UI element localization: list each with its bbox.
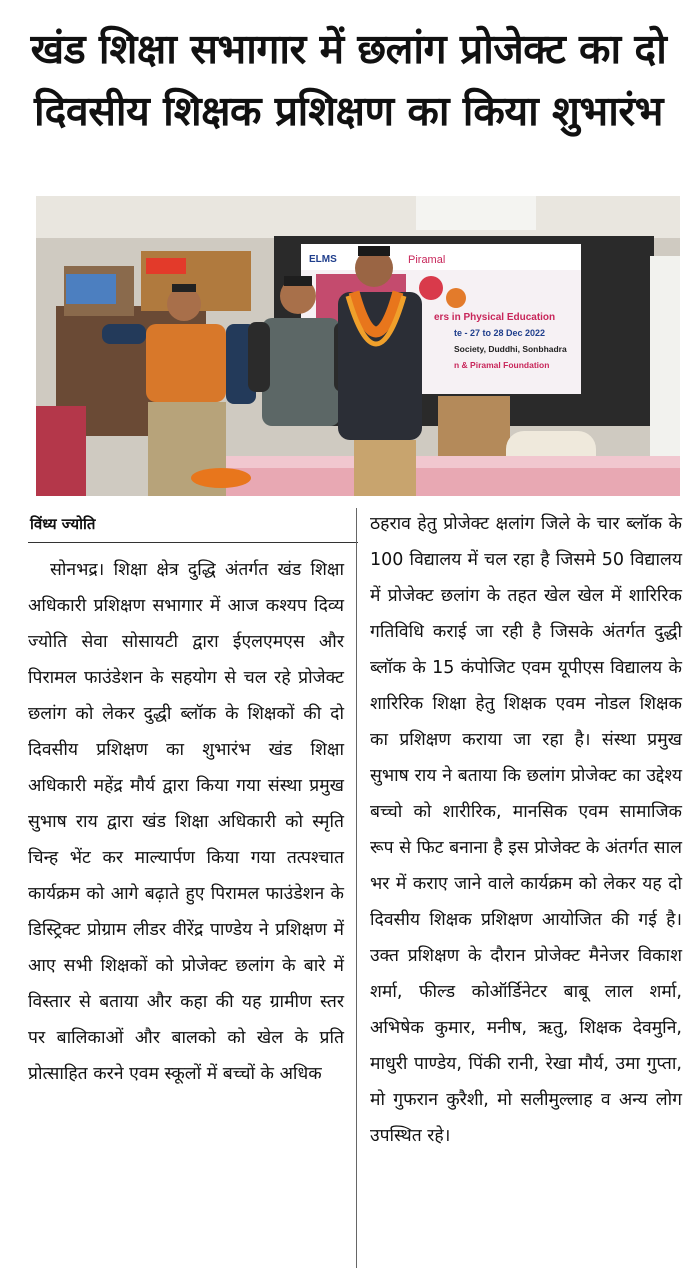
byline: विंध्य ज्योति <box>30 515 96 533</box>
headline-line-1: खंड शिक्षा सभागार में छलांग प्रोजेक्ट का दो <box>30 25 667 73</box>
headline-line-2: दिवसीय शिक्षक प्रशिक्षण का किया शुभारंभ <box>34 87 663 135</box>
headline <box>14 18 683 142</box>
banner-line-5: n & Piramal Foundation <box>454 360 550 370</box>
article-body-right: ठहराव हेतु प्रोजेक्ट क्षलांग जिले के चार ब्लॉक के 100 विद्यालय में चल रहा है जिसमे 50 विद्यालय में प्रोजेक्ट छलांग के तहत खेल खेल में शारिरिक गतिविधि कराई जा रही है जिसके अंतर्गत दुद्धी ब्लॉक के 15 कंपोजिट एवम यूपीएस विद्यालय के शारिरिक शिक्षा हेतु शिक्षक एवम नोडल शिक्षक का प्रशिक्षण कराया जा रहा है। संस्था प्रमुख सुभाष राय ने बताया कि छलांग प्रोजेक्ट का उद्देश्य बच्चो को शारीरिक, मानसिक एवम सामाजिक रूप से फिट बनाना है इस प्रोजेक्ट के अंतर्गत साल भर में कराए जाने वाले कार्यक्रम को लेकर यह दो दिवसीय शिक्षक प्रशिक्षण आयोजित की गई है। उक्त प्रशिक्षण के दौरान प्रोजेक्ट मैनेजर विकाश शर्मा, फील्ड कोऑर्डिनेटर बाबू लाल शर्मा, अभिषेक कुमार, मनीष, ऋतु, शिक्षक देवमुनि, माधुरी पाण्डेय, पिंकी रानी, रेखा मौर्य, उमा गुप्ता, मो गुफरान कुरैशी, मो सलीमुल्लाह व अन्य लोग उपस्थित रहे। <box>370 514 682 1146</box>
column-divider <box>356 508 357 1268</box>
article-body-left: सोनभद्र। शिक्षा क्षेत्र दुद्धि अंतर्गत खंड शिक्षा अधिकारी प्रशिक्षण सभागार में आज कश्यप दिव्य ज्योति सेवा सोसायटी द्वारा ईएलएमएस और पिरामल फाउंडेशन के सहयोग से चल रहे प्रोजेक्ट छलांग को लेकर दुद्धी ब्लॉक के शिक्षकों की दो दिवसीय प्रशिक्षण का शुभारंभ खंड शिक्षा अधिकारी महेंद्र मौर्य द्वारा किया गया संस्था प्रमुख सुभाष राय द्वारा खंड शिक्षा अधिकारी को स्मृति चिन्ह भेंट कर माल्यार्पण किया गया तत्पश्चात कार्यक्रम को आगे बढ़ाते हुए पिरामल फाउंडेशन के डिस्ट्रिक्ट प्रोग्राम लीडर वीरेंद्र पाण्डेय ने प्रशिक्षण में आए सभी शिक्षकों को प्रोजेक्ट छलांग के बारे में विस्तार से बताया और कहा की यह ग्रामीण स्तर पर बालिकाओं और बालको को खेल के प्रति प्रोत्साहित करने एवम स्कूलों में बच्चों के अधिक <box>28 560 344 1084</box>
banner-brand: Piramal <box>408 254 446 266</box>
byline-divider <box>28 542 358 543</box>
banner-line-3: te - 27 to 28 Dec 2022 <box>454 328 546 338</box>
banner-line-4: Society, Duddhi, Sonbhadra <box>454 344 567 354</box>
banner-line-1: ers in Physical Education <box>434 312 556 323</box>
news-photo <box>36 196 680 496</box>
banner-tag: ELMS <box>309 254 337 265</box>
